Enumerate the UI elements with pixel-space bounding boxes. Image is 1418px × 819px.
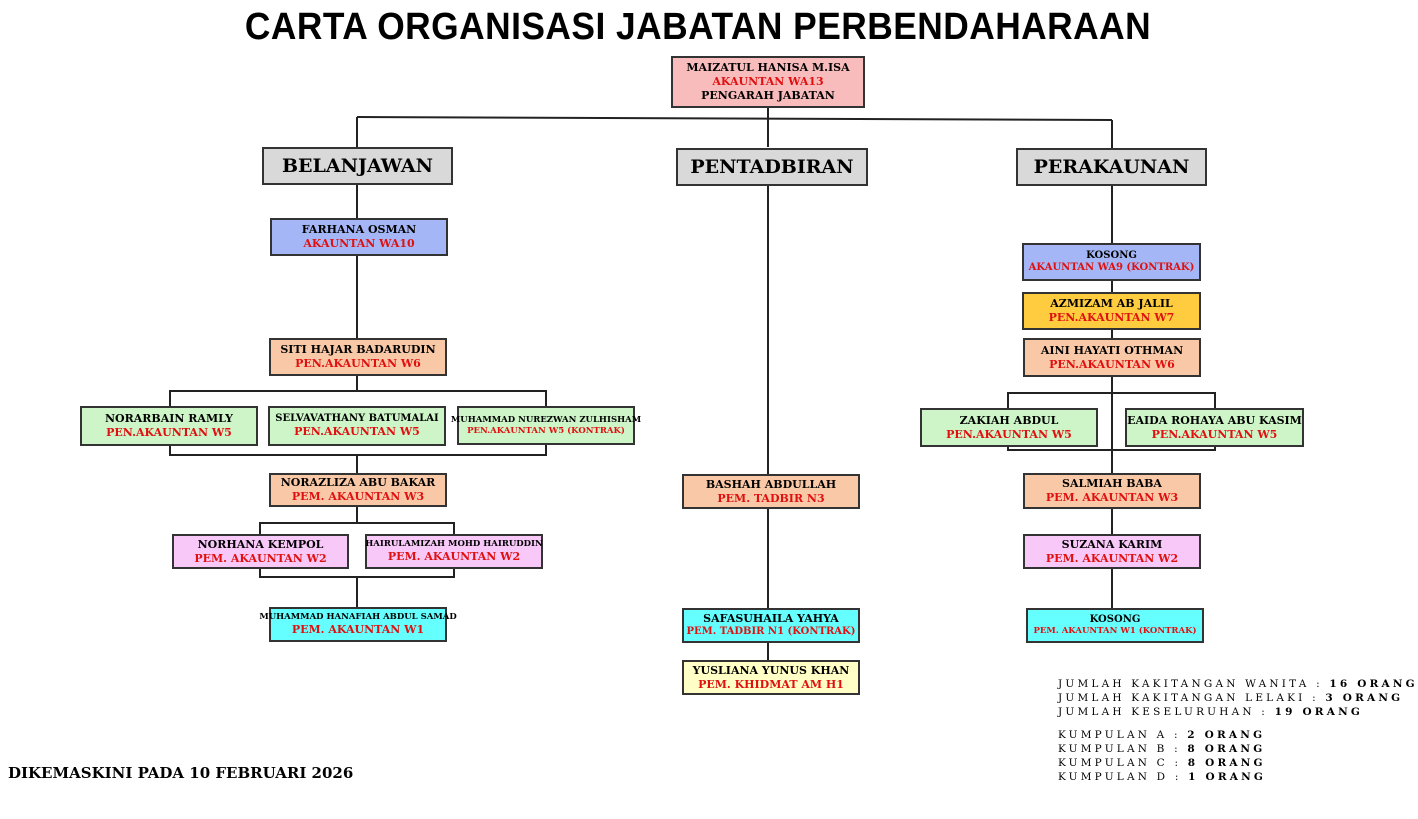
staff-name: NORHANA KEMPOL	[197, 537, 324, 551]
stat-label: KUMPULAN B :	[1058, 743, 1181, 755]
staff-role: PEM. TADBIR N3	[717, 491, 825, 505]
stat-label: KUMPULAN A :	[1058, 729, 1181, 741]
staff-name: AINI HAYATI OTHMAN	[1040, 343, 1184, 357]
stat-value: 2 ORANG	[1187, 729, 1266, 741]
staff-role: PEM. KHIDMAT AM H1	[698, 677, 844, 691]
staff-role: PEM. AKAUNTAN W3	[1045, 491, 1179, 504]
director-position: PENGARAH JABATAN	[701, 88, 835, 102]
staff-role: PEN.AKAUNTAN W6	[1049, 357, 1175, 371]
staff-name: NORARBAIN RAMLY	[104, 412, 234, 426]
staff-box-kosong-wa9	[1022, 243, 1201, 281]
stat-label: KUMPULAN C :	[1058, 757, 1182, 769]
staff-name: BASHAH ABDULLAH	[705, 477, 837, 491]
stat-label: JUMLAH KESELURUHAN :	[1058, 706, 1269, 718]
stat-label: KUMPULAN D :	[1058, 771, 1182, 783]
staff-role: PEM. TADBIR N1 (KONTRAK)	[686, 626, 856, 638]
stat-label: JUMLAH KAKITANGAN LELAKI :	[1058, 692, 1319, 704]
staff-role: PEM. AKAUNTAN W2	[387, 549, 521, 563]
stat-kumpulan-c	[1058, 757, 1266, 769]
staff-role: PEN.AKAUNTAN W5	[106, 426, 232, 439]
staff-box-norarbain	[80, 406, 258, 446]
staff-box-yusliana	[682, 660, 860, 695]
stat-value: 1 ORANG	[1188, 771, 1267, 783]
staff-box-salmiah	[1023, 473, 1201, 509]
staff-name: HAIRULAMIZAH MOHD HAIRUDDIN	[365, 539, 543, 550]
staff-name: SUZANA KARIM	[1061, 537, 1163, 551]
division-pentadbiran: PENTADBIRAN	[676, 148, 868, 186]
staff-role: PEM. AKAUNTAN W1	[291, 622, 425, 636]
staff-name: YUSLIANA YUNUS KHAN	[692, 663, 850, 677]
staff-box-nurezwan	[450, 406, 642, 445]
staff-name: FARHANA OSMAN	[301, 223, 417, 237]
stat-value: 19 ORANG	[1274, 706, 1364, 718]
staff-box-kosong-w1	[1026, 608, 1204, 643]
staff-name: ZAKIAH ABDUL	[959, 413, 1059, 427]
staff-box-hanafiah	[259, 607, 457, 642]
staff-role: PEN.AKAUNTAN W6	[295, 357, 421, 370]
staff-name: AZMIZAM AB JALIL	[1050, 297, 1173, 311]
chart-title: CARTA ORGANISASI JABATAN PERBENDAHARAAN	[244, 6, 1152, 48]
staff-box-norazliza	[269, 473, 447, 507]
stat-total	[1058, 706, 1363, 718]
staff-role: PEM. AKAUNTAN W1 (KONTRAK)	[1033, 626, 1197, 637]
staff-name: NORAZLIZA ABU BAKAR	[280, 476, 436, 490]
staff-box-bashah	[682, 474, 860, 509]
staff-box-azmizam	[1022, 292, 1201, 330]
staff-role: AKAUNTAN WA10	[303, 237, 415, 250]
staff-role: PEM. AKAUNTAN W3	[291, 490, 425, 503]
staff-role: PEM. AKAUNTAN W2	[1045, 551, 1179, 565]
staff-role: PEM. AKAUNTAN W2	[194, 551, 327, 565]
staff-name: KOSONG	[1086, 249, 1137, 261]
staff-box-zakiah	[920, 408, 1098, 447]
stat-value: 8 ORANG	[1187, 743, 1266, 755]
staff-box-norhana	[172, 534, 349, 569]
stat-value: 8 ORANG	[1187, 757, 1266, 769]
staff-name: KOSONG	[1089, 613, 1141, 625]
director-box	[671, 56, 865, 108]
staff-name: SALMIAH BABA	[1062, 477, 1162, 491]
staff-role: PEN.AKAUNTAN W5	[946, 427, 1072, 441]
stat-lelaki	[1058, 692, 1403, 704]
staff-box-siti	[269, 338, 447, 376]
staff-box-hairulamizah	[365, 534, 543, 569]
staff-role: AKAUNTAN WA9 (KONTRAK)	[1028, 262, 1195, 273]
staff-name: SITI HAJAR BADARUDIN	[280, 343, 436, 357]
staff-role: PEN.AKAUNTAN W5	[294, 425, 420, 439]
staff-name: MUHAMMAD HANAFIAH ABDUL SAMAD	[259, 612, 457, 623]
staff-name: EAIDA ROHAYA ABU KASIM	[1127, 413, 1302, 427]
division-belanjawan: BELANJAWAN	[262, 147, 453, 185]
staff-name: MUHAMMAD NUREZWAN ZULHISHAM	[450, 414, 642, 425]
staff-box-suzana	[1023, 534, 1201, 569]
stat-kumpulan-d	[1058, 771, 1266, 783]
staff-box-eaida	[1125, 408, 1304, 447]
director-name: MAIZATUL HANISA M.ISA	[686, 61, 850, 75]
stat-kumpulan-b	[1058, 743, 1265, 755]
division-perakaunan: PERAKAUNAN	[1016, 148, 1207, 186]
stat-wanita	[1058, 678, 1418, 690]
staff-name: SELVAVATHANY BATUMALAI	[275, 412, 439, 424]
director-role: AKAUNTAN WA13	[712, 75, 824, 89]
staff-name: SAFASUHAILA YAHYA	[703, 612, 839, 626]
stat-kumpulan-a	[1058, 729, 1265, 741]
staff-box-safasuhaila	[682, 608, 860, 643]
staff-box-selvavathany	[268, 406, 446, 446]
staff-role: PEN.AKAUNTAN W5	[1151, 427, 1278, 441]
staff-role: PEN.AKAUNTAN W5 (KONTRAK)	[467, 425, 625, 436]
stat-value: 3 ORANG	[1325, 692, 1404, 704]
staff-role: PEN.AKAUNTAN W7	[1048, 311, 1175, 324]
stat-label: JUMLAH KAKITANGAN WANITA :	[1058, 678, 1323, 690]
updated-date: DIKEMASKINI PADA 10 FEBRUARI 2026	[8, 764, 354, 782]
stat-value: 16 ORANG	[1329, 678, 1418, 690]
staff-box-farhana	[270, 218, 448, 256]
staff-box-aini	[1023, 338, 1201, 377]
